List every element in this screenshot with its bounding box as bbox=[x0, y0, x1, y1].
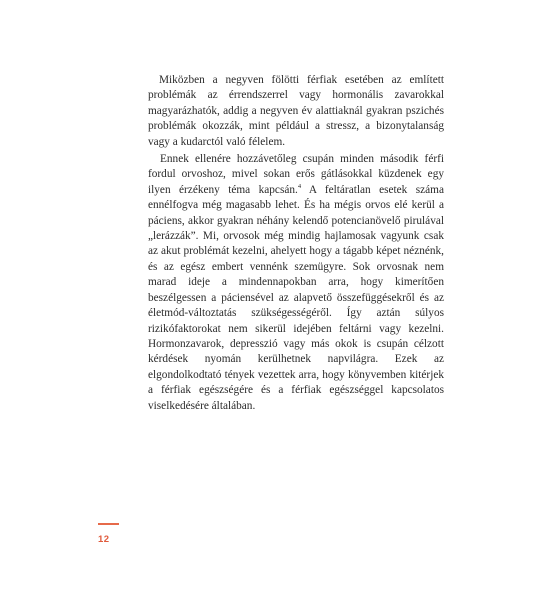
paragraph-text: Miközben a negyven fölötti férfiak esetében az említett problémák az érrendszerrel vagy hormonális zavarokkal magyarázhatók, addig a negyven év alattiaknál gyakran pszichés problémák okozzák, mint például a stressz, a bizonytalanság vagy a kudarctól való félelem. bbox=[148, 74, 444, 148]
paragraph-text: A feltáratlan esetek száma ennélfogva még magasabb lehet. És ha mégis orvos elé kerül a páciens, akkor gyakran néhány kelendő potencianövelő pirulával „lerázzák”. Mi, orvosok még mindig hajlamosak vagyunk csak az akut problémát kezelni, ahelyett hogy a tágabb képet néznénk, és az egész embert vennénk szemügyre. Sok orvosnak nem marad ideje a mindennapokban arra, hogy kimerítően beszélgessen a páciensével az alapvető összefüggésekről és az életmód-változtatás szükségességéről. Így aztán súlyos rizikófaktorokat nem sikerül idejében feltárni vagy kezelni. Hormonzavarok, depresszió vagy más okok is csupán célzott kérdések nyomán kerülhetnek napvilágra. Ezek az elgondolkodtató tények vezettek arra, hogy könyvemben kitérjek a férfiak egészségére és a férfiak egészséggel kapcsolatos viselkedésére általában. bbox=[148, 183, 444, 412]
paragraph bbox=[148, 152, 444, 414]
page-number-rule bbox=[98, 523, 119, 525]
paragraph-text: Ennek ellenére hozzávetőleg csupán minden második férfi fordul orvoshoz, mivel sokan erős gátlásokkal küzdenek egy ilyen érzékeny téma kapcsán. bbox=[148, 153, 444, 196]
footnote-reference[interactable]: 4 bbox=[297, 182, 302, 190]
paragraph bbox=[148, 73, 444, 150]
page-number: 12 bbox=[98, 534, 110, 545]
body-text bbox=[148, 73, 444, 414]
